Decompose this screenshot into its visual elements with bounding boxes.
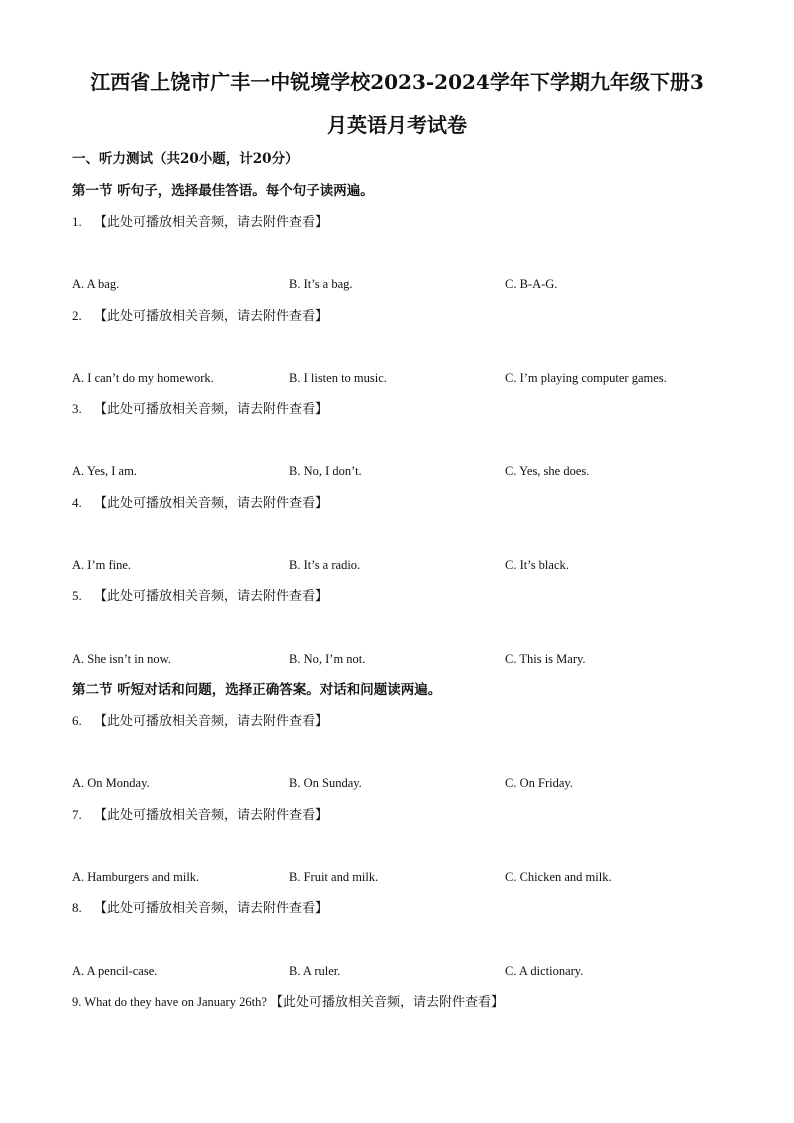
question-6-options: [72, 774, 722, 792]
option-c: C. This is Mary.: [505, 652, 586, 666]
question-4: [72, 494, 328, 513]
question-1: [72, 213, 328, 232]
question-number: 3.: [72, 401, 82, 416]
option-b: B. A ruler.: [289, 964, 341, 978]
option-c: C. Yes, she does.: [505, 464, 590, 478]
part2-heading: 第二节 听短对话和问题，选择正确答案。对话和问题读两遍。: [72, 682, 442, 698]
option-b: B. It’s a bag.: [289, 277, 353, 291]
question-text: What do they have on January 26th?: [84, 995, 267, 1009]
audio-note: 【此处可播放相关音频，请去附件查看】: [94, 496, 329, 511]
question-number: 1.: [72, 214, 82, 229]
question-8: [72, 899, 328, 918]
option-c: C. On Friday.: [505, 776, 573, 790]
option-b: B. It’s a radio.: [289, 558, 361, 572]
question-5: [72, 587, 328, 606]
exam-title-line2: 月英语月考试卷: [327, 113, 467, 137]
option-b: B. No, I don’t.: [289, 464, 362, 478]
audio-note: 【此处可播放相关音频，请去附件查看】: [94, 714, 329, 729]
option-a: A. Hamburgers and milk.: [72, 870, 200, 884]
option-a: A. I can’t do my homework.: [72, 371, 214, 385]
option-b: B. Fruit and milk.: [289, 870, 379, 884]
option-c: C. B-A-G.: [505, 277, 558, 291]
question-number: 8.: [72, 900, 82, 915]
option-a: A. A bag.: [72, 277, 120, 291]
question-7: [72, 806, 328, 825]
option-a: A. She isn’t in now.: [72, 652, 171, 666]
option-b: B. On Sunday.: [289, 776, 362, 790]
audio-note: 【此处可播放相关音频，请去附件查看】: [270, 995, 505, 1010]
audio-note: 【此处可播放相关音频，请去附件查看】: [94, 402, 329, 417]
audio-note: 【此处可播放相关音频，请去附件查看】: [94, 901, 329, 916]
question-6: [72, 712, 328, 731]
exam-title-line1: 江西省上饶市广丰一中锐境学校2023-2024学年下学期九年级下册3: [90, 70, 704, 94]
question-9: [72, 993, 504, 1012]
option-b: B. No, I’m not.: [289, 652, 366, 666]
question-number: 9.: [72, 995, 82, 1009]
question-3-options: [72, 462, 722, 480]
option-a: A. I’m fine.: [72, 558, 132, 572]
question-1-options: [72, 275, 722, 293]
option-a: A. On Monday.: [72, 776, 150, 790]
option-c: C. It’s black.: [505, 558, 569, 572]
audio-note: 【此处可播放相关音频，请去附件查看】: [94, 309, 329, 324]
part1-heading: 第一节 听句子，选择最佳答语。每个句子读两遍。: [72, 183, 374, 199]
question-5-options: [72, 650, 722, 668]
question-number: 7.: [72, 807, 82, 822]
option-c: C. A dictionary.: [505, 964, 584, 978]
section-listening-heading: 一、听力测试（共20小题，计20分）: [72, 151, 299, 167]
question-number: 6.: [72, 713, 82, 728]
option-a: A. A pencil-case.: [72, 964, 158, 978]
question-7-options: [72, 868, 722, 886]
audio-note: 【此处可播放相关音频，请去附件查看】: [94, 589, 329, 604]
question-4-options: [72, 556, 722, 574]
question-number: 5.: [72, 588, 82, 603]
question-2: [72, 307, 328, 326]
audio-note: 【此处可播放相关音频，请去附件查看】: [94, 215, 329, 230]
question-8-options: [72, 962, 722, 980]
question-number: 4.: [72, 495, 82, 510]
question-3: [72, 400, 328, 419]
question-2-options: [72, 369, 722, 387]
option-a: A. Yes, I am.: [72, 464, 137, 478]
question-number: 2.: [72, 308, 82, 323]
option-c: C. Chicken and milk.: [505, 870, 612, 884]
option-b: B. I listen to music.: [289, 371, 387, 385]
option-c: C. I’m playing computer games.: [505, 371, 667, 385]
audio-note: 【此处可播放相关音频，请去附件查看】: [94, 808, 329, 823]
